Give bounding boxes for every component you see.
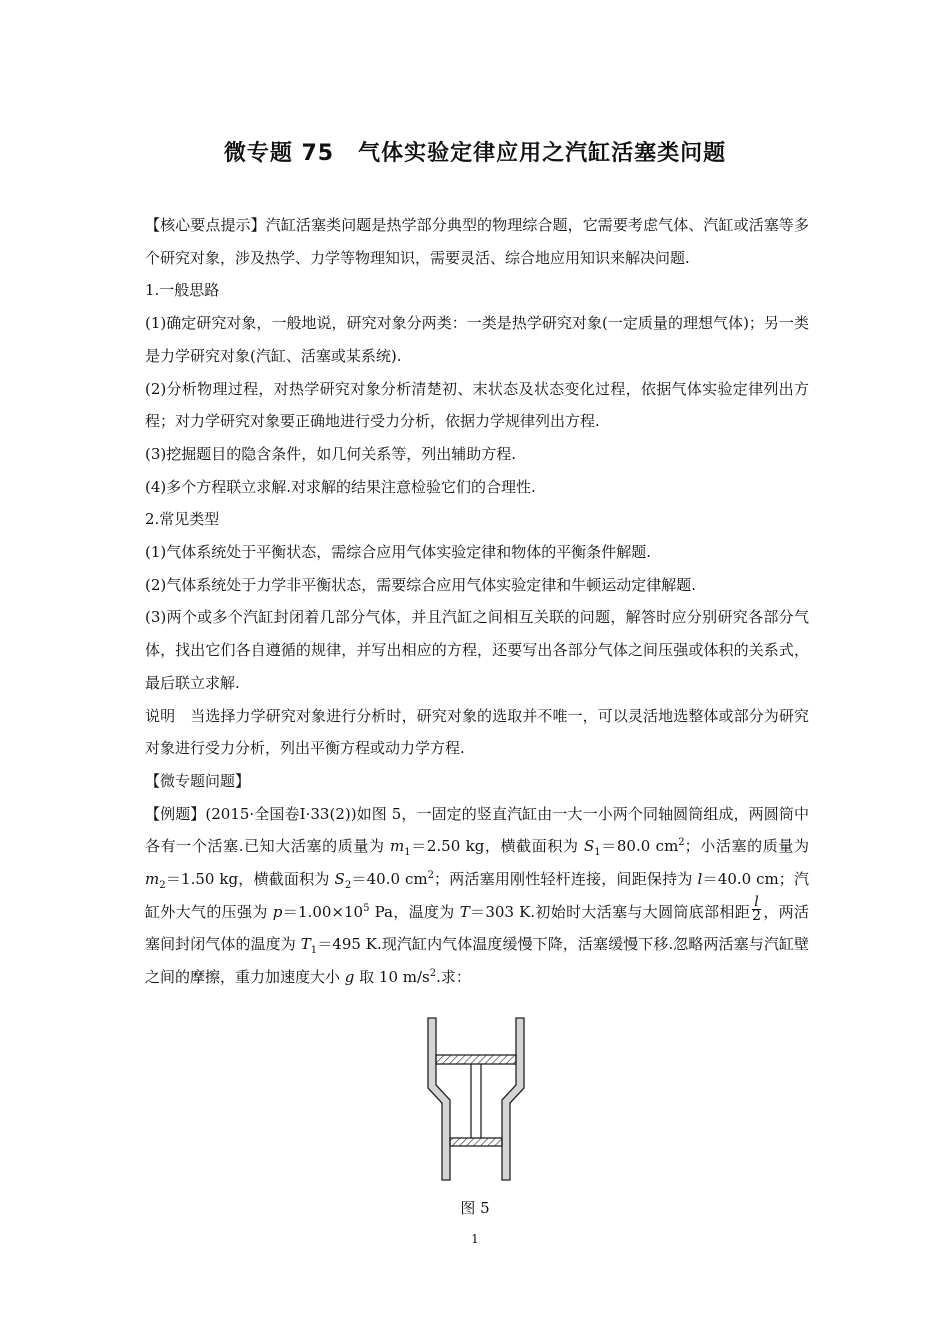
- example-text: ＝1.00×10: [282, 902, 364, 921]
- fraction-denominator: 2: [752, 908, 761, 925]
- note-label: 说明: [145, 706, 176, 725]
- example-text: 如图 5，一固定的竖直汽缸由一大一小两个同轴圆筒组成，两圆筒中各有一个活塞.已知大活塞的质量为: [145, 804, 809, 856]
- example-text: ＝303 K.初始时大活塞与大圆筒底部相距: [469, 902, 751, 921]
- title-main: 气体实验定律应用之汽缸活塞类问题: [358, 141, 727, 166]
- cylinder-wall-left: [428, 1018, 450, 1180]
- section-1-item-3: (3)挖掘题目的隐含条件，如几何关系等，列出辅助方程.: [145, 444, 517, 463]
- note-text: 当选择力学研究对象进行分析时，研究对象的选取并不唯一，可以灵活地选整体或部分为研究对象进行受力分析，列出平衡方程或动力学方程.: [145, 706, 809, 758]
- section-2-item-1: (1)气体系统处于平衡状态，需综合应用气体实验定律和物体的平衡条件解题.: [145, 543, 652, 562]
- section-1-item-4: (4)多个方程联立求解.对求解的结果注意检验它们的合理性.: [145, 477, 536, 496]
- section-1-heading: 1.一般思路: [145, 281, 220, 300]
- cylinder-wall-right: [502, 1018, 524, 1180]
- title-prefix: 微专题 75: [223, 141, 335, 166]
- superscript: 5: [363, 902, 370, 914]
- example-paragraph: [145, 798, 809, 994]
- section-2-item-2: (2)气体系统处于力学非平衡状态，需要综合应用气体实验定律和牛顿运动定律解题.: [145, 575, 697, 594]
- symbol-l: l: [697, 870, 703, 889]
- example-text: .求：: [436, 968, 471, 987]
- symbol-t: T: [300, 935, 311, 954]
- section-1-item-1: (1)确定研究对象，一般地说，研究对象分两类：一类是热学研究对象(一定质量的理想气体)；另一类是力学研究对象(汽缸、活塞或某系统).: [145, 314, 809, 365]
- example-text: ＝40.0 cm；汽缸外大气的压强为: [145, 870, 809, 921]
- symbol-g: g: [344, 968, 355, 987]
- example-text: ＝40.0 cm: [351, 870, 428, 889]
- subscript: 1: [310, 945, 318, 957]
- symbol-s: S: [584, 837, 595, 856]
- superscript: 2: [429, 968, 437, 980]
- example-text: ＝2.50 kg，横截面积为: [410, 837, 584, 856]
- symbol-m: m: [145, 870, 160, 889]
- example-text: ＝80.0 cm: [600, 837, 679, 856]
- page-title: [0, 136, 950, 167]
- example-tag: 【例题】: [145, 804, 206, 823]
- superscript: 2: [427, 870, 434, 882]
- document-body: [145, 209, 809, 994]
- example-text: ；两活塞用刚性轻杆连接，间距保持为: [434, 870, 698, 889]
- subscript: 1: [594, 847, 601, 859]
- page-number: 1: [471, 1232, 479, 1246]
- example-text: ，两活塞间封闭气体的温度为: [145, 902, 809, 954]
- note-paragraph: [145, 700, 809, 765]
- figure-caption: 图 5: [460, 1199, 490, 1217]
- problems-heading: 【微专题问题】: [145, 771, 251, 790]
- example-text: 取 10 m/s: [354, 968, 430, 987]
- symbol-t: T: [459, 902, 470, 921]
- fraction-numerator: l: [752, 896, 761, 910]
- example-source: (2015·全国卷Ⅰ·33(2)): [205, 804, 357, 823]
- core-text: 汽缸活塞类问题是热学部分典型的物理综合题，它需要考虑气体、汽缸或活塞等多个研究对象，涉及热学、力学等物理知识，需要灵活、综合地应用知识来解决问题.: [145, 216, 809, 267]
- example-text: ＝1.50 kg，横截面积为: [165, 870, 335, 889]
- core-tag: 【核心要点提示】: [145, 216, 266, 234]
- fraction-l-over-2: [752, 896, 761, 923]
- section-1-item-2: (2)分析物理过程，对热学研究对象分析清楚初、末状态及状态变化过程，依据气体实验定律列出方程；对力学研究对象要正确地进行受力分析，依据力学规律列出方程.: [145, 379, 809, 431]
- example-text: Pa，温度为: [369, 902, 460, 921]
- symbol-m: m: [390, 837, 405, 856]
- symbol-p: p: [272, 902, 283, 921]
- small-piston: [450, 1138, 502, 1146]
- section-2-heading: 2.常见类型: [145, 510, 220, 529]
- core-paragraph: [145, 209, 809, 274]
- large-piston: [436, 1055, 516, 1064]
- symbol-s: S: [334, 870, 345, 889]
- superscript: 2: [678, 837, 685, 849]
- subscript: 1: [404, 847, 411, 859]
- subscript: 2: [344, 880, 352, 892]
- subscript: 2: [159, 880, 166, 892]
- cylinder-piston-diagram: [420, 1015, 532, 1185]
- example-text: ；小活塞的质量为: [684, 837, 809, 856]
- section-2-item-3: (3)两个或多个汽缸封闭着几部分气体，并且汽缸之间相互关联的问题，解答时应分别研究各部分气体，找出它们各自遵循的规律，并写出相应的方程，还要写出各部分气体之间压强或体积的关系式，最后联立求解.: [145, 608, 809, 692]
- example-text: ＝495 K.现汽缸内气体温度缓慢下降，活塞缓慢下移.忽略两活塞与汽缸壁之间的摩擦，重力加速度大小: [145, 935, 809, 987]
